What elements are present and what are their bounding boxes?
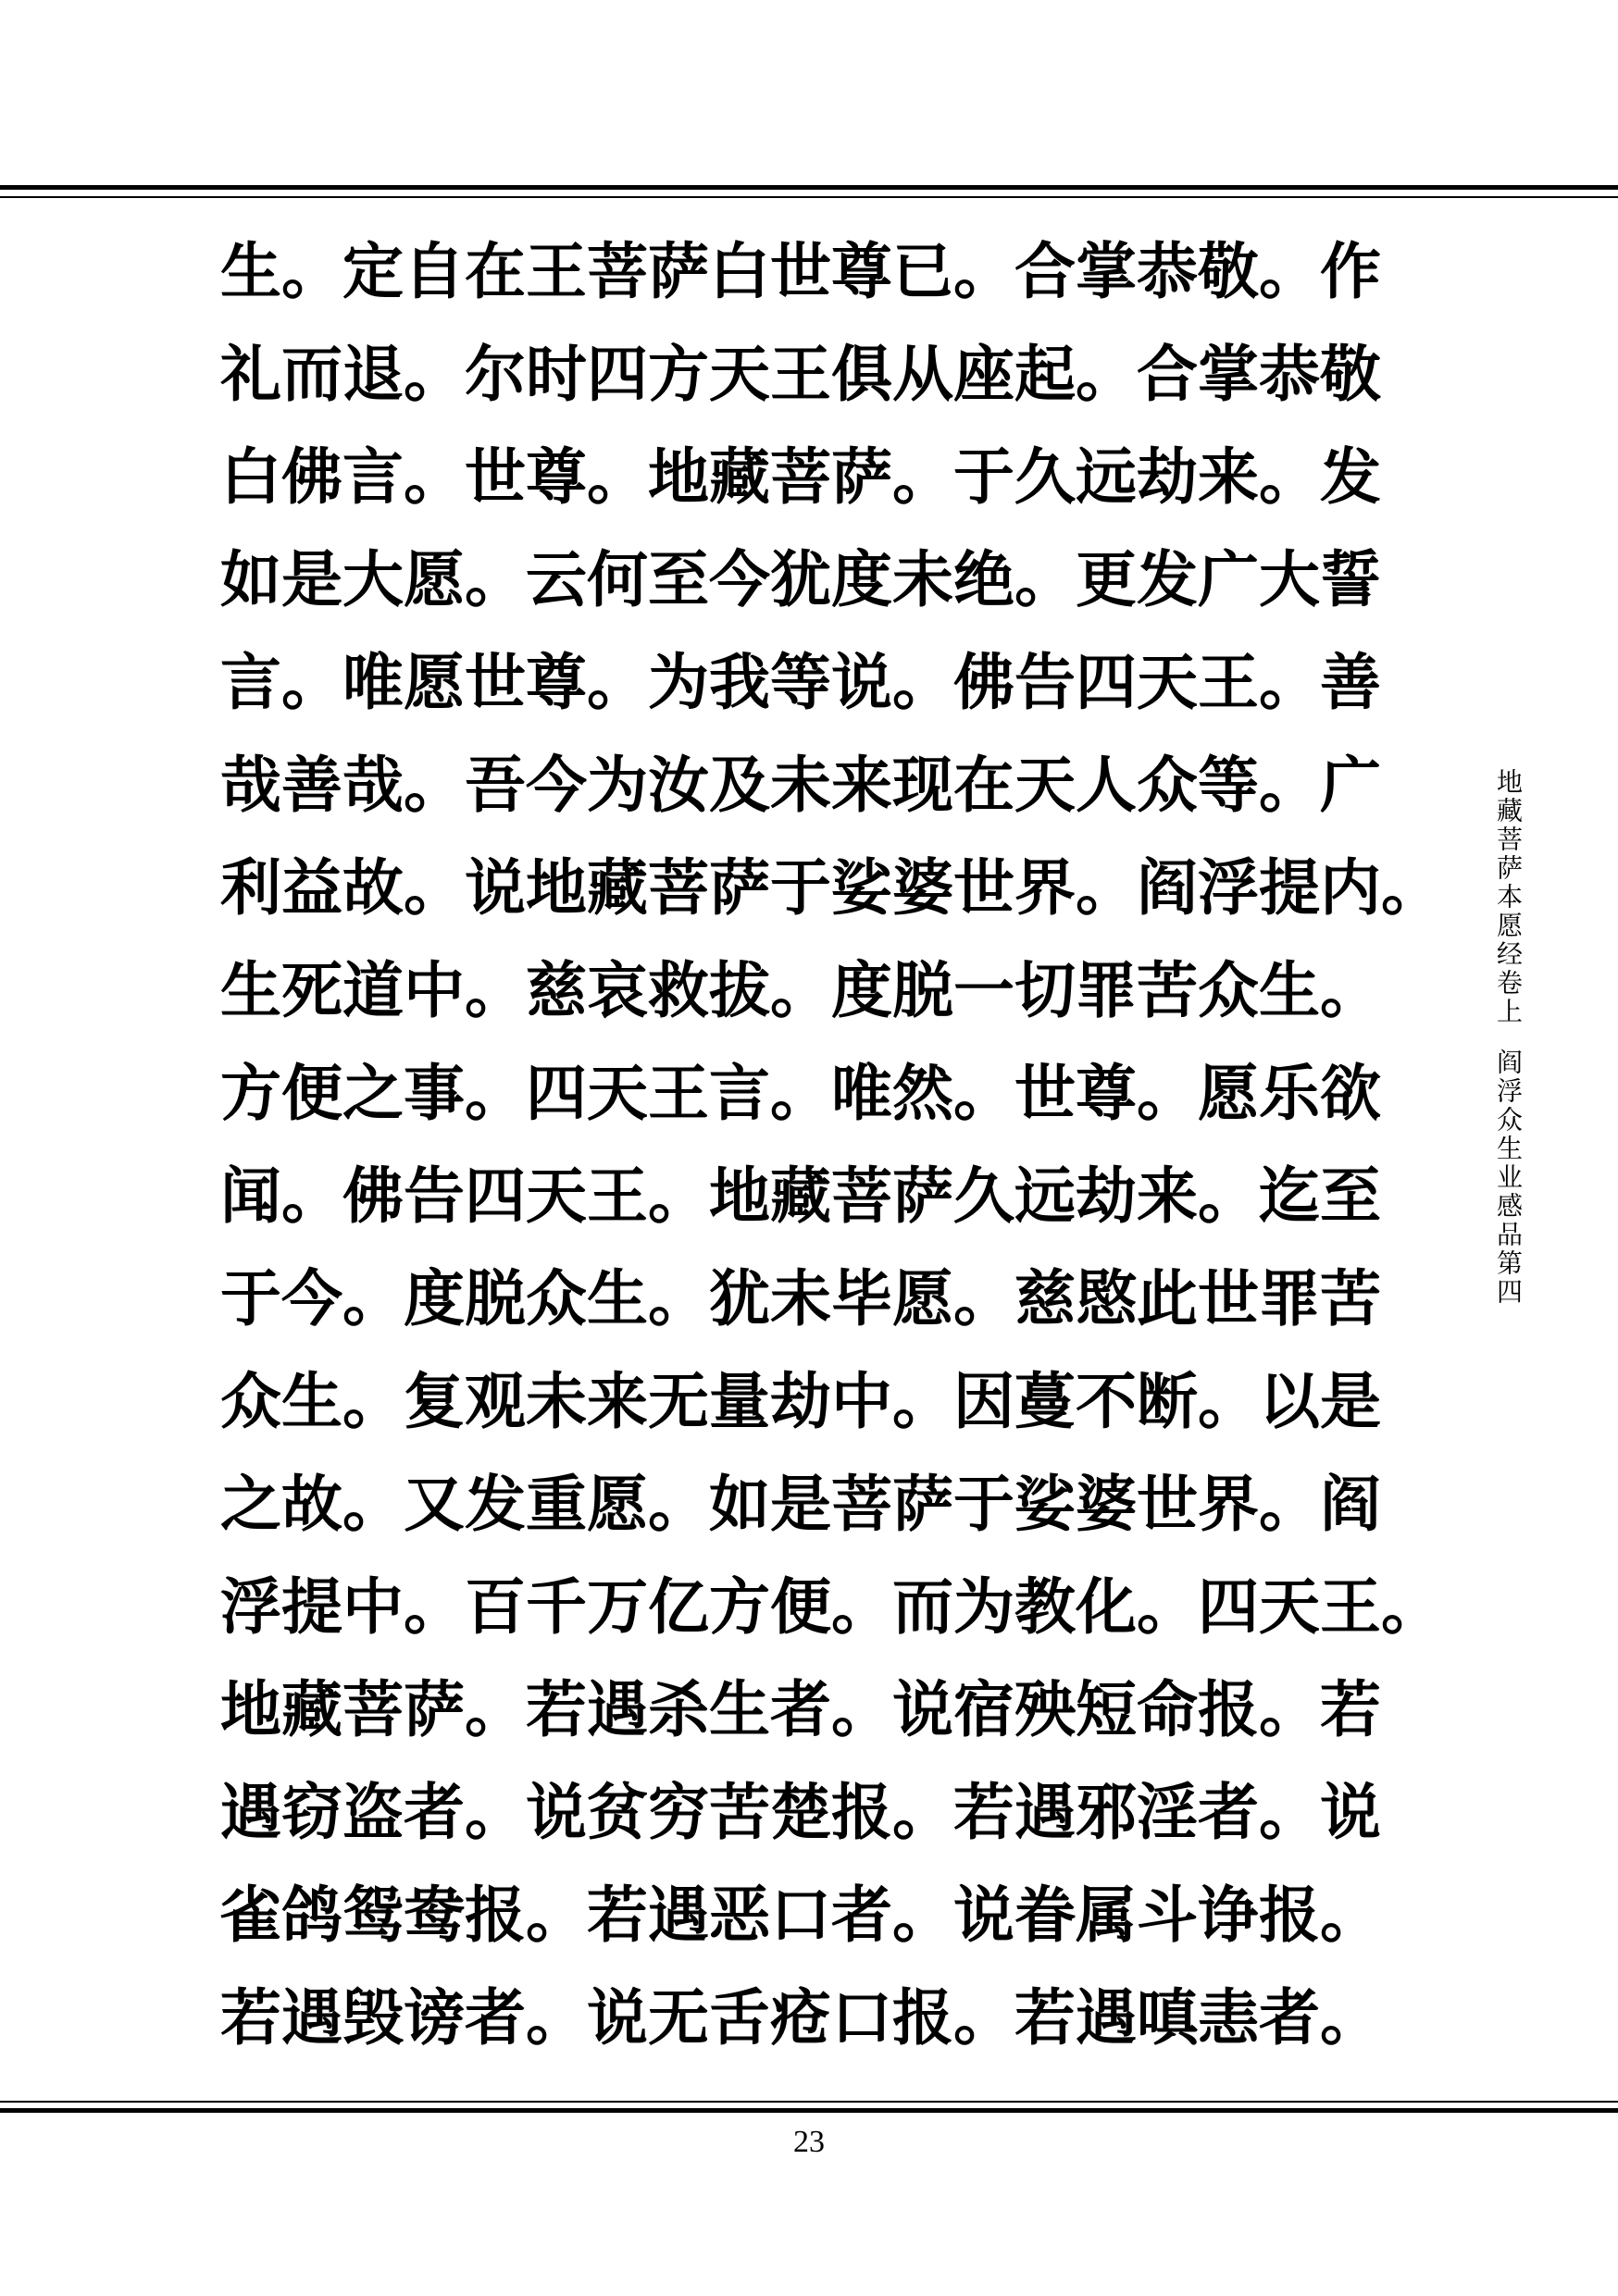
text-line: 于今。度脱众生。犹未毕愿。慈愍此世罪苦 <box>220 1262 1381 1334</box>
body-text <box>220 220 1442 2069</box>
text-line: 如是大愿。云何至今犹度未绝。更发广大誓 <box>220 543 1381 615</box>
bottom-border-thick <box>0 2108 1618 2113</box>
text-line: 地藏菩萨。若遇杀生者。说宿殃短命报。若 <box>220 1673 1381 1745</box>
text-line: 闻。佛告四天王。地藏菩萨久远劫来。迄至 <box>220 1160 1381 1232</box>
text-line: 礼而退。尔时四方天王俱从座起。合掌恭敬 <box>220 338 1381 410</box>
bottom-border-thin <box>0 2101 1618 2103</box>
text-line: 浮提中。百千万亿方便。而为教化。四天王。 <box>220 1570 1442 1643</box>
text-line: 利益故。说地藏菩萨于娑婆世界。阎浮提内。 <box>220 851 1442 924</box>
text-line: 之故。又发重愿。如是菩萨于娑婆世界。阎 <box>220 1468 1381 1540</box>
text-line: 遇窃盗者。说贫穷苦楚报。若遇邪淫者。说 <box>220 1776 1381 1848</box>
top-border-thick <box>0 185 1618 190</box>
text-line: 生。定自在王菩萨白世尊已。合掌恭敬。作 <box>220 235 1381 307</box>
text-line: 哉善哉。吾今为汝及未来现在天人众等。广 <box>220 749 1381 821</box>
text-line: 若遇毁谤者。说无舌疮口报。若遇嗔恚者。 <box>220 1981 1381 2054</box>
text-line: 雀鸽鸳鸯报。若遇恶口者。说眷属斗诤报。 <box>220 1879 1381 1951</box>
text-line: 方便之事。四天王言。唯然。世尊。愿乐欲 <box>220 1057 1381 1129</box>
book-title: 地藏菩萨本愿经卷上 <box>1493 768 1524 1026</box>
text-line: 生死道中。慈哀救拔。度脱一切罪苦众生。 <box>220 954 1381 1026</box>
running-header <box>1487 768 1524 1307</box>
text-line: 白佛言。世尊。地藏菩萨。于久远劫来。发 <box>220 441 1381 513</box>
page-number: 23 <box>793 2125 825 2159</box>
chapter-title: 阎浮众生业感品第四 <box>1493 1049 1524 1307</box>
top-border-thin <box>0 196 1618 198</box>
text-line: 众生。复观未来无量劫中。因蔓不断。以是 <box>220 1365 1381 1437</box>
text-line: 言。唯愿世尊。为我等说。佛告四天王。善 <box>220 646 1381 718</box>
